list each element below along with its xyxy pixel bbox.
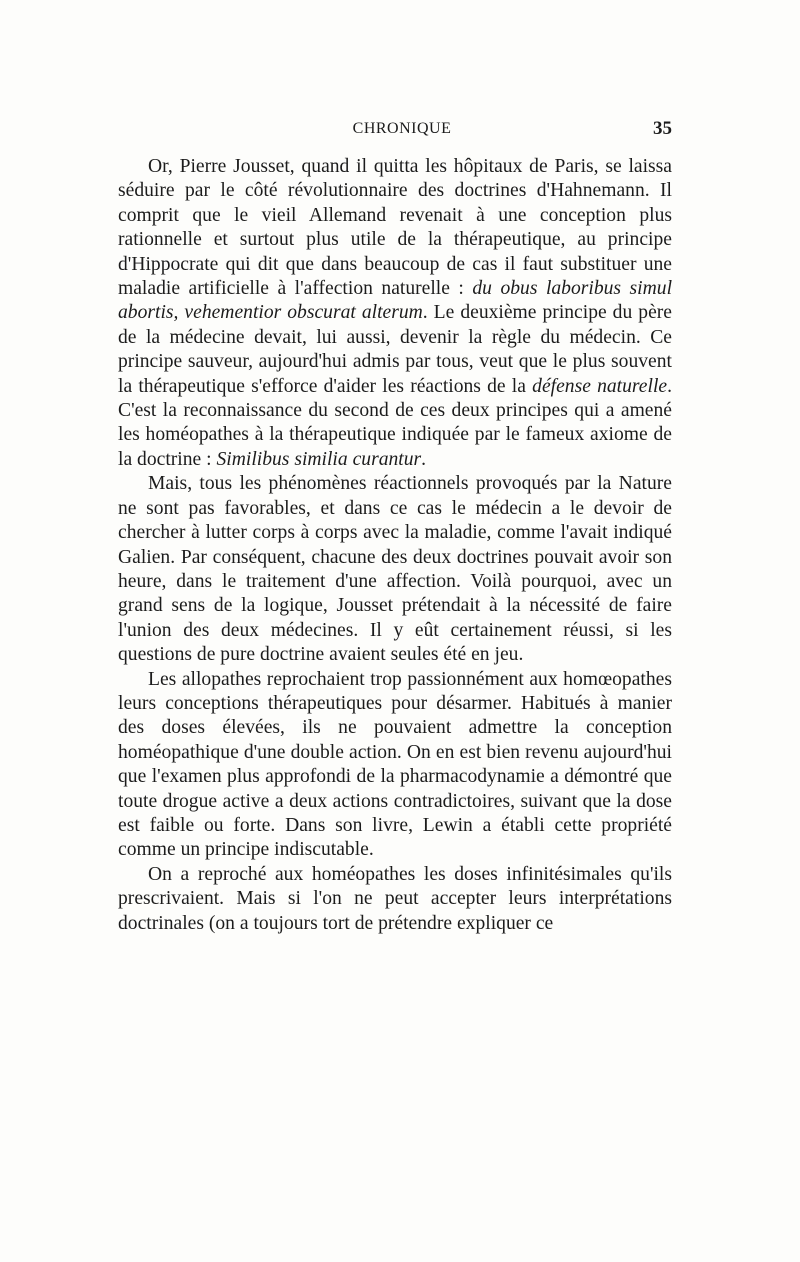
paragraph xyxy=(118,155,672,472)
emphasized-term: défense naturelle xyxy=(532,375,668,397)
running-head xyxy=(132,118,672,142)
paragraph-text: . Le deuxième principe du père de la médecine devait, lui aussi, devenir la règle du médecin. Ce principe sauveur, aujourd'hui admis par tous, veut que le plus souvent la thérapeutique s'efforce d'aider les réactions de la xyxy=(118,302,672,397)
page-number: 35 xyxy=(653,118,672,139)
latin-axiom: Similibus similia curantur xyxy=(216,448,422,470)
latin-quote: du obus laboribus simul abortis, vehementior obscurat alterum xyxy=(118,278,673,324)
body-text xyxy=(118,155,672,936)
paragraph-text: On a reproché aux homéopathes les doses infinitésimales qu'ils prescrivaient. Mais si l'on ne peut accepter leurs interprétations doctrinales (on a toujours tort de prétendre expliquer ce xyxy=(118,863,672,934)
paragraph-text: . C'est la reconnaissance du second de ces deux principes qui a amené les homéopathes à la thérapeutique indiquée par le fameux axiome de la doctrine : xyxy=(118,375,672,470)
paragraph-text: Les allopathes reprochaient trop passionnément aux homœopathes leurs conceptions thérapeutiques pour désarmer. Habitués à manier des doses élevées, ils ne pouvaient admettre la conception homéopathique d'une double action. On en est bien revenu aujourd'hui que l'examen plus approfondi de la pharmacodynamie a démontré que toute drogue active a deux actions contradictoires, suivant que la dose est faible ou forte. Dans son livre, Lewin a établi cette propriété comme un principe indiscutable. xyxy=(118,668,672,861)
paragraph-text: Mais, tous les phénomènes réactionnels provoqués par la Nature ne sont pas favorables, et dans ce cas le médecin a le devoir de chercher à lutter corps à corps avec la maladie, comme l'avait indiqué Galien. Par conséquent, chacune des deux doctrines pouvait avoir son heure, dans le traitement d'une affection. Voilà pourquoi, avec un grand sens de la logique, Jousset prétendait à la nécessité de faire l'union des deux médecines. Il y eût certainement réussi, si les questions de pure doctrine avaient seules été en jeu. xyxy=(118,473,672,666)
paragraph xyxy=(118,472,672,667)
paragraph-text: . xyxy=(421,448,427,470)
running-title: CHRONIQUE xyxy=(352,120,452,137)
paragraph xyxy=(118,668,672,863)
paragraph xyxy=(118,863,672,936)
paragraph-text: Or, Pierre Jousset, quand il quitta les hôpitaux de Paris, se laissa séduire par le côté révolutionnaire des doctrines d'Hahnemann. Il comprit que le vieil Allemand revenait à une conception plus rationnelle et surtout plus utile de la thérapeutique, au principe d'Hippocrate qui dit que dans beaucoup de cas il faut substituer une maladie artificielle à l'affection naturelle : xyxy=(118,156,672,300)
